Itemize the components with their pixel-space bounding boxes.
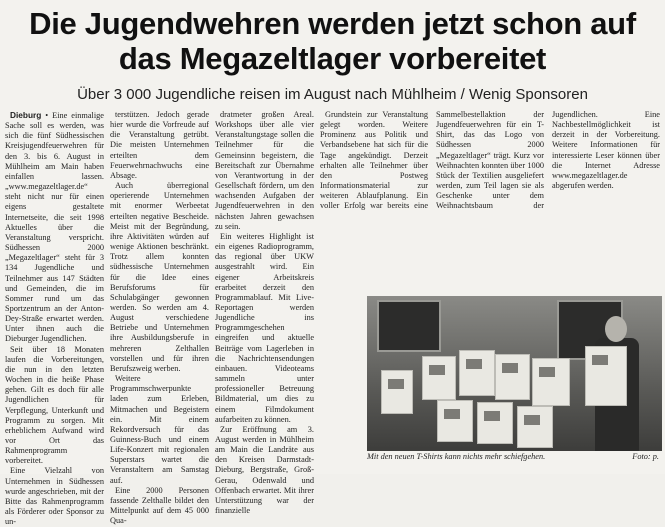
article-paragraph: terstützen. Jedoch gerade hier wurde die Vorfreude auf die Veranstaltung getrübt. Die meisten Unternehmen erteilten dem Feuerwehrnachwuchs eine Absage. [110, 110, 209, 180]
article-column-2 [110, 110, 209, 526]
article-paragraph [5, 110, 104, 345]
t-shirt [459, 350, 495, 396]
article-column-4 [320, 110, 660, 292]
t-shirt [477, 402, 513, 444]
dateline: Dieburg [10, 110, 42, 120]
headline: Die Jugendwehren werden jetzt schon auf das Megazeltlager vorbereitet [29, 6, 636, 76]
article-column-3 [215, 110, 314, 516]
article-paragraph: Zur Eröffnung am 3. August werden in Mühlheim am Main die Landräte aus den Kreisen Darmstadt-Dieburg, Bergstraße, Groß-Gerau, Odenwald und Offenbach erwartet. Mit ihrer Unterstützung war der finanzielle [215, 424, 314, 516]
t-shirt [585, 346, 627, 406]
paragraph-text: • Eine einmalige Sache soll es werden, was sich die fünf Südhessischen Kreisjugendfeuerwehren für den 3. bis 6. August in Mühlheim am Main haben einfallen lassen. „www.megazeltlager.de“ steht nicht nur für einen eigens gestaltete Internetseite, die seit 1998 Aktuelles über die Veranstaltung verspricht. Südhessen 2000 „Megazeltlager“ steht für 3 134 Jugendliche und Teilnehmer aus 147 Städten und Gemeinden, die im Sommer rund um das Sportzentrum an der Anton-Dey-Straße erwartet werden. Unter ihnen auch die Dieburger Jugendlichen. [5, 111, 104, 344]
photo-credit: Foto: p. [632, 452, 659, 461]
article-paragraph: Ein weiteres Highlight ist ein eigenes Radioprogramm, das regional über UKW ausgestrahlt wird. Ein eigener Arbeitskreis erarbeitet derzeit den Programmablauf. Mit Live-Reportagen werden Jugendliche ins Programmgeschehen eingreifen und aktuelle Beiträge vom Lagerleben in die Nachrichtensendungen einbauen. Videoteams sammeln unter professioneller Betreuung Bildmaterial, um dies zu einem Filmdokument aufarbeiten zu können. [215, 231, 314, 424]
t-shirt [495, 354, 530, 400]
subheadline: Über 3 000 Jugendliche reisen im August nach Mühlheim / Wenig Sponsoren [77, 86, 588, 103]
person-head [605, 316, 627, 342]
t-shirt [532, 358, 570, 406]
t-shirt [381, 370, 413, 414]
article-paragraph: dratmeter großen Areal. Workshops über alle vier Veranstaltungstage sollen die Teilnehmer für die Gemeinsinn begeistern, die Bereitschaft zur Übernahme von Verantwortung in der Gesellschaft fördern, um den wachsenden Aufgaben der Jugendfeuerwehren in den nächsten Jahren gewachsen zu sein. [215, 110, 314, 231]
caption-text: Mit den neuen T-Shirts kann nichts mehr schiefgehen. [367, 452, 546, 461]
article-paragraph: Eine Vielzahl von Unternehmen in Südhessen wurde angeschrieben, mit der Bitte das Rahmenprogramm als Förderer oder Sponsor zu un- [5, 466, 104, 527]
t-shirt [437, 400, 473, 442]
t-shirt [422, 356, 456, 400]
photo [367, 296, 662, 451]
photo-caption [367, 452, 662, 462]
t-shirt [517, 406, 553, 448]
article-paragraph: Grundstein zur Veranstaltung gelegt worden. Weitere Prominenz aus Politik und Verbandsebene hat sich für die Tage angekündigt. Derzeit erhalten alle Teilnehmer über den Postweg Informationsmaterial zur weiteren Ablaufplanung. Ein voller Erfolg war bereits eine Sammelbestellaktion der Jugendfeuerwehren für ein T-Shirt, das das Logo von Südhessen 2000 „Megazeltlager“ trägt. Kurz vor Weihnachten konnten über 1000 Stück der Textilien ausgeliefert werden, zum Teil lagen sie als Geschenke unter dem Weihnachtsbaum der Jugendlichen. Eine Nachbestellmöglichkeit ist derzeit in der Vorbereitung. Weitere Informationen für interessierte Leser können über die Internet Adresse www.megazeltlager.de abgerufen werden. [320, 110, 660, 211]
article-paragraph: Seit über 18 Monaten laufen die Vorbereitungen, die nun in den letzten Wochen in die heiße Phase gehen. Gilt es doch für alle Jugendlichen für Verpflegung, Unterkunft und Programm zu sorgen. Mit erheblichem Aufwand wird vor Ort das Rahmenprogramm vorbereitet. [5, 344, 104, 466]
photo-window [377, 300, 441, 352]
article-column-1 [5, 110, 104, 527]
article-paragraph: Auch überregional operierende Unternehmen mit enormer Werbeetat erteilten negative Bescheide. Meist mit der Begründung, ihre Aktivitäten würden auf wenige Aktionen beschränkt. Trotz allem konnten südhessische Unternehmen für die Idee eines Berufsforums für Schulabgänger gewonnen werden. So werden am 4. August verschiedene Betriebe und Unternehmen ihre Ausbildungsberufe in mehreren Zelthallen vorstellen und für ihren Berufszweig werben. [110, 181, 209, 373]
article-paragraph: Eine 2000 Personen fassende Zelthalle bildet den Mittelpunkt auf dem 45 000 Qua- [110, 485, 209, 526]
article-paragraph: Weitere Programmschwerpunkte laden zum Erleben, Mitmachen und Begeistern ein. Mit einem Rekordversuch für das Guinness-Buch und einem Life-Konzert mit regionalen Superstars wartet die Veranstaltern am Samstag auf. [110, 374, 209, 485]
